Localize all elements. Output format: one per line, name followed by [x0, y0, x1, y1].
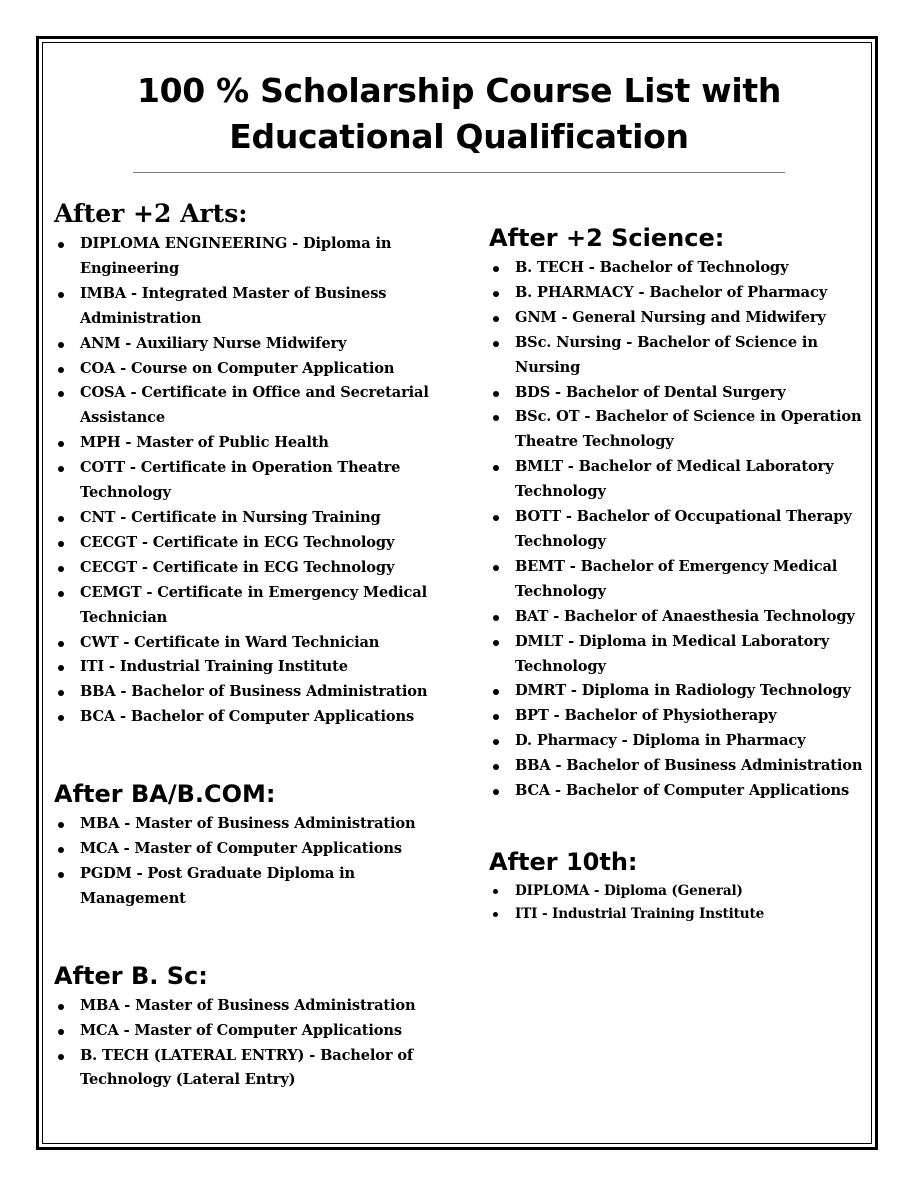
- section-heading-ba-bcom: After BA/B.COM:: [54, 780, 276, 809]
- list-item: CECGT - Certificate in ECG Technology: [54, 531, 446, 556]
- list-item: B. TECH (LATERAL ENTRY) - Bachelor of Technology (Lateral Entry): [54, 1044, 446, 1094]
- list-item: BOTT - Bachelor of Occupational Therapy Technology: [489, 505, 879, 555]
- list-item: DMRT - Diploma in Radiology Technology: [489, 679, 879, 704]
- list-item: BSc. Nursing - Bachelor of Science in Nursing: [489, 331, 879, 381]
- list-item: BEMT - Bachelor of Emergency Medical Technology: [489, 555, 879, 605]
- section-ba-bcom: [54, 776, 446, 912]
- section-heading-arts: After +2 Arts:: [54, 199, 248, 228]
- list-item: MBA - Master of Business Administration: [54, 994, 446, 1019]
- list-item: BBA - Bachelor of Business Administration: [489, 754, 879, 779]
- left-column: [54, 196, 446, 1093]
- list-item: BCA - Bachelor of Computer Applications: [54, 705, 446, 730]
- list-item: COTT - Certificate in Operation Theatre Technology: [54, 456, 446, 506]
- list-item: BSc. OT - Bachelor of Science in Operation Theatre Technology: [489, 405, 879, 455]
- list-item: IMBA - Integrated Master of Business Administration: [54, 282, 446, 332]
- list-item: CWT - Certificate in Ward Technician: [54, 631, 446, 656]
- list-item: MCA - Master of Computer Applications: [54, 837, 446, 862]
- section-arts: [54, 196, 446, 730]
- list-item: MPH - Master of Public Health: [54, 431, 446, 456]
- course-list-bsc: [54, 994, 446, 1094]
- course-list-science: [489, 256, 879, 804]
- list-item: MBA - Master of Business Administration: [54, 812, 446, 837]
- list-item: BCA - Bachelor of Computer Applications: [489, 779, 879, 804]
- list-item: MCA - Master of Computer Applications: [54, 1019, 446, 1044]
- course-list-arts: [54, 232, 446, 730]
- list-item: GNM - General Nursing and Midwifery: [489, 306, 879, 331]
- section-heading-science: After +2 Science:: [489, 224, 725, 252]
- list-item: BAT - Bachelor of Anaesthesia Technology: [489, 605, 879, 630]
- list-item: DIPLOMA ENGINEERING - Diploma in Engineering: [54, 232, 446, 282]
- list-item: B. PHARMACY - Bachelor of Pharmacy: [489, 281, 879, 306]
- section-science: [489, 220, 879, 804]
- list-item: CEMGT - Certificate in Emergency Medical Technician: [54, 581, 446, 631]
- section-heading-tenth: After 10th:: [489, 847, 638, 876]
- list-item: BDS - Bachelor of Dental Surgery: [489, 381, 879, 406]
- course-list-tenth: [489, 880, 879, 926]
- list-item: BMLT - Bachelor of Medical Laboratory Technology: [489, 455, 879, 505]
- section-heading-bsc: After B. Sc:: [54, 961, 208, 990]
- page-title: [60, 68, 858, 160]
- list-item: ANM - Auxiliary Nurse Midwifery: [54, 332, 446, 357]
- list-item: COA - Course on Computer Application: [54, 357, 446, 382]
- list-item: D. Pharmacy - Diploma in Pharmacy: [489, 729, 879, 754]
- list-item: COSA - Certificate in Office and Secretarial Assistance: [54, 381, 446, 431]
- section-bsc: [54, 958, 446, 1094]
- page-title-line-2: Educational Qualification: [229, 117, 689, 156]
- page-title-line-1: 100 % Scholarship Course List with: [136, 71, 782, 110]
- list-item: BPT - Bachelor of Physiotherapy: [489, 704, 879, 729]
- section-tenth: [489, 844, 879, 926]
- title-divider: [133, 172, 785, 173]
- list-item: ITI - Industrial Training Institute: [489, 903, 879, 926]
- list-item: DMLT - Diploma in Medical Laboratory Technology: [489, 630, 879, 680]
- list-item: B. TECH - Bachelor of Technology: [489, 256, 879, 281]
- list-item: CNT - Certificate in Nursing Training: [54, 506, 446, 531]
- right-column: [489, 220, 879, 926]
- course-list-ba-bcom: [54, 812, 446, 912]
- list-item: BBA - Bachelor of Business Administration: [54, 680, 446, 705]
- list-item: ITI - Industrial Training Institute: [54, 655, 446, 680]
- list-item: CECGT - Certificate in ECG Technology: [54, 556, 446, 581]
- list-item: DIPLOMA - Diploma (General): [489, 880, 879, 903]
- list-item: PGDM - Post Graduate Diploma in Management: [54, 862, 446, 912]
